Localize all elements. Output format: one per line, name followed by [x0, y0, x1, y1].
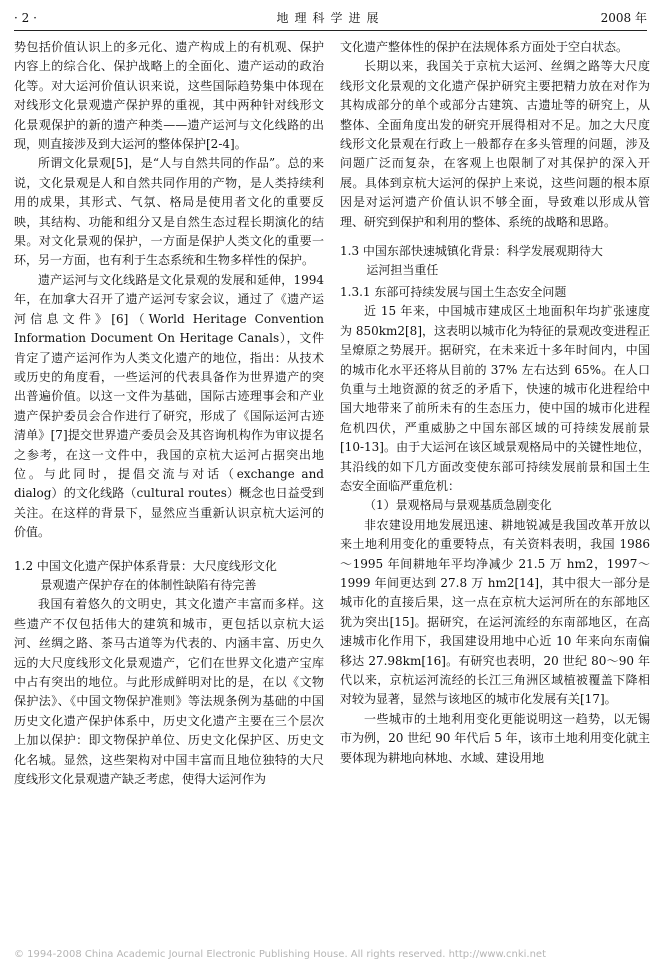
paragraph: 一些城市的土地利用变化更能说明这一趋势，以无锡市为例，20 世纪 90 年代后 5 年，该市土地利用变化就主要体现为耕地向林地、水域、建设用地 [340, 711, 650, 765]
subsection-heading-1-3-1: 1.3.1 东部可持续发展与国土生态安全问题 [340, 284, 567, 299]
right-column [340, 38, 650, 956]
paragraph: 所谓文化景观[5]，是“人与自然共同的作品”。总的来说，文化景观是人和自然共同作用的产物，是人类持续利用的成果，其形式、气氛、格局是使用者文化的重要反映，其结构、功能和组分又是自然生态过程长期演化的结果。对文化景观的保护，一方面是保护人类文化的重要一环，另一方面，也有利于生态系统和生物多样性的保护。 [14, 156, 324, 268]
section-heading-1-3: 1.3 中国东部快速城镇化背景：科学发展观期待大 运河担当重任 [340, 244, 603, 278]
journal-title: 地理科学进展 [276, 11, 385, 25]
paragraph: 长期以来，我国关于京杭大运河、丝绸之路等大尺度线形文化景观的文化遗产保护研究主要把精力放在对作为其构成部分的单个或部分古建筑、古遗址等的研究上，从整体、全面角度出发的研究开展得相对不足。加之大尺度线形文化景观在行政上一般都存在多头管理的问题，涉及问题广泛而复杂，在客观上也限制了对其保护的深入开展。具体到京杭大运河的保护上来说，这些问题的根本原因是对运河遗产价值认识不够全面，导致难以形成从管理、研究到保护和利用的整体、系统的战略和思路。 [340, 59, 650, 229]
running-header [14, 6, 647, 31]
paragraph: 文化遗产整体性的保护在法规体系方面处于空白状态。 [340, 40, 629, 54]
section-heading-1-2: 1.2 中国文化遗产保护体系背景：大尺度线形文化 景观遗产保护存在的体制性缺陷有待完善 [14, 558, 277, 592]
paragraph: 近 15 年来，中国城市建成区土地面积年均扩张速度为 850km2[8]，这表明以城市化为特征的景观改变进程正呈燎原之势展开。据研究，在未来近十多年时间内，中国的城市化水平还将从目前的 37% 左右达到 65%。在人口负重与土地资源的贫乏的矛盾下，快速的城市化进程给中国大地带来了前所未有的生态压力，使中国的城市化进程危机四伏，严重威胁之中国东部区域的可持续发展前景[10-13]。由于大运河在该区域景观格局中的关键性地位，其沿线的如下几方面改变使东部可持续发展前景和国土生态安全面临严重危机： [340, 304, 650, 493]
paragraph: 遗产运河与文化线路是文化景观的发展和延伸，1994 年，在加拿大召开了遗产运河专家会议，通过了《遗产运河信息文件》[6]（World Heritage Convention Information Document On Heritage Canals），文件肯定了遗产运河作为人类文化遗产的地位，指出：从技术或历史的角度看，一些运河的代表具备作为世界遗产的突出普遍价值。以这一文件为基础，国际古迹理事会和产业遗产保护委员会合作进行了研究，形成了《国际运河古迹清单》[7]提交世界遗产委员会及其咨询机构作为审议提名之参考，在这一文件中，我国的京杭大运河占据突出地位。与此同时，提倡交流与对话（exchange and dialog）的文化线路（cultural routes）概念也日益受到关注。在这样的背景下，显然应当重新认识京杭大运河的价值。 [14, 272, 324, 540]
copyright-watermark: © 1994-2008 China Academic Journal Electronic Publishing House. All rights reserved. http://www.cnki.net [14, 949, 546, 960]
list-item-heading: （1）景观格局与景观基质急剧变化 [364, 498, 552, 513]
left-column [14, 38, 324, 956]
publication-year: 2008 年 [600, 11, 647, 25]
paragraph: 势包括价值认识上的多元化、遗产构成上的有机观、保护内容上的综合化、保护战略上的全面化、遗产运动的政治化等。对大运河价值认识来说，这些国际趋势集中体现在对线形文化景观遗产保护界的重视，其中两种针对线形文化景观保护的新的遗产种类——遗产运河与文化线路的出现，则直接涉及到大运河的整体保护[2-4]。 [14, 40, 324, 152]
paragraph: 我国有着悠久的文明史，其文化遗产丰富而多样。这些遗产不仅包括伟大的建筑和城市，更包括以京杭大运河、丝绸之路、茶马古道等为代表的、内涵丰富、历史久远的大尺度线形文化景观遗产，它们在世界文化遗产宝库中占有突出的地位。与此形成鲜明对比的是，在以《文物保护法》、《中国文物保护准则》等法规条例为基础的中国历史文化遗产保护体系中，历史文化遗产主要在三个层次上加以保护：即文物保护单位、历史文化保护区、历史文化名城。显然，这些架构对中国丰富而且地位独特的大尺度线形文化景观遗产缺乏考虑，使得大运河作为 [14, 597, 324, 787]
page-number: · 2 · [14, 11, 37, 25]
paragraph: 非农建设用地发展迅速、耕地锐减是我国改革开放以来土地利用变化的重要特点，有关资料表明，我国 1986～1995 年间耕地年平均净减少 21.5 万 hm2，1997～1999 年间更达到 27.8 万 hm2[14]，其中很大一部分是城市化的直接后果，这一点在京杭大运河所在的东部地区犹为突出[15]。据研究，在运河流经的东南部地区，在高速城市化作用下，我国建设用地中心近 10 年来向东南偏移达 27.98km[16]。有研究也表明，20 世纪 80～90 年代以来，京杭运河流经的长江三角洲区域植被覆盖下降相对较为显著，显然与该地区的城市化发展有关[17]。 [340, 517, 650, 707]
